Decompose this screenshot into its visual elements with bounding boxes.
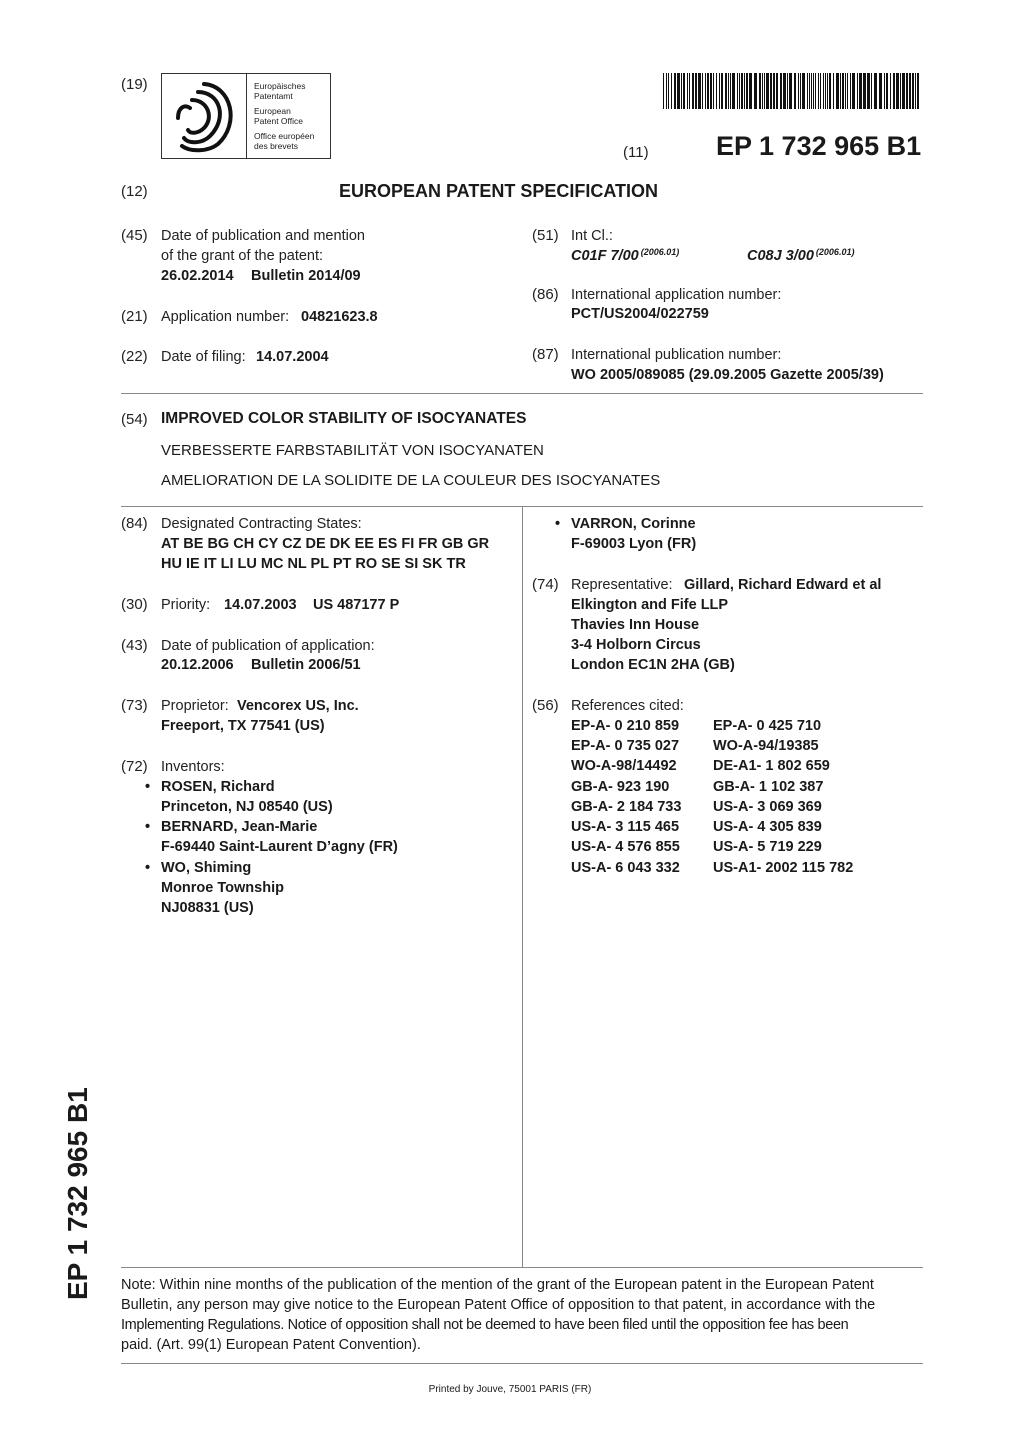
reference-2: EP-A- 0 425 710 [713, 718, 822, 734]
inid-22: (22) [121, 348, 148, 365]
inventor-3-name: • WO, Shiming [161, 860, 251, 876]
divider-3 [121, 1267, 923, 1268]
document-type: EUROPEAN PATENT SPECIFICATION [339, 181, 659, 201]
inventor-4-name: • VARRON, Corinne [571, 516, 696, 532]
inid-21: (21) [121, 308, 148, 325]
inid-87: (87) [532, 346, 559, 363]
note-line-3: Implementing Regulations. Notice of opposition shall not be deemed to have been filed until the opposition fee has been [121, 1317, 849, 1333]
note-line-2: Bulletin, any person may give notice to the European Patent Office of opposition to that patent, in accordance with the [121, 1297, 876, 1313]
inid-51: (51) [532, 227, 559, 244]
grant-date-label-2: of the grant of the patent: [161, 248, 324, 264]
representative-name: Gillard, Richard Edward et al [684, 577, 882, 593]
reference-5: WO-A-98/14492 [571, 758, 677, 774]
grant-date-label-1: Date of publication and mention [161, 228, 365, 244]
logo-separator [246, 74, 247, 158]
intl-application-label: International application number: [571, 287, 782, 303]
inventor-3-address-1: Monroe Township [161, 880, 284, 896]
ipc-class-2-version: (2006.01) [815, 247, 855, 257]
intl-publication-number: WO 2005/089085 (29.09.2005 Gazette 2005/39) [571, 367, 884, 383]
inventor-1-address: Princeton, NJ 08540 (US) [161, 799, 333, 815]
reference-16: US-A1- 2002 115 782 [713, 860, 854, 876]
representative-label: Representative: [571, 577, 673, 593]
proprietor-label: Proprietor: [161, 698, 229, 714]
office-name-en-2: Patent Office [254, 116, 303, 126]
filing-date-label: Date of filing: [161, 349, 246, 365]
priority-date: 14.07.2003 [224, 597, 297, 613]
reference-14: US-A- 5 719 229 [713, 839, 822, 855]
references-label: References cited: [571, 698, 684, 714]
reference-7: GB-A- 923 190 [571, 779, 670, 795]
reference-11: US-A- 3 115 465 [571, 819, 680, 835]
title-de: VERBESSERTE FARBSTABILITÄT VON ISOCYANATEN [161, 442, 544, 459]
priority-label: Priority: [161, 597, 211, 613]
reference-10: US-A- 3 069 369 [713, 799, 822, 815]
inid-73: (73) [121, 697, 148, 714]
reference-6: DE-A1- 1 802 659 [713, 758, 830, 774]
designated-states-line-2: HU IE IT LI LU MC NL PL PT RO SE SI SK TR [161, 556, 466, 572]
representative-address-4: London EC1N 2HA (GB) [571, 657, 735, 673]
application-publication-date: 20.12.2006 [161, 657, 234, 673]
intl-application-number: PCT/US2004/022759 [571, 306, 709, 322]
reference-15: US-A- 6 043 332 [571, 860, 680, 876]
office-name-de-1: Europäisches [254, 81, 306, 91]
barcode-icon [663, 73, 923, 109]
office-name-fr-2: des brevets [254, 141, 298, 151]
representative-address-3: 3-4 Holborn Circus [571, 637, 701, 653]
reference-3: EP-A- 0 735 027 [571, 738, 680, 754]
representative-address-1: Elkington and Fife LLP [571, 597, 729, 613]
note-line-1: Note: Within nine months of the publication of the mention of the grant of the European patent in the European Patent [121, 1277, 874, 1293]
inid-84: (84) [121, 515, 148, 532]
inventor-1-name: • ROSEN, Richard [161, 779, 275, 795]
inid-54: (54) [121, 411, 148, 428]
epo-logo [161, 73, 331, 159]
inid-74: (74) [532, 576, 559, 593]
designated-states-line-1: AT BE BG CH CY CZ DE DK EE ES FI FR GB GR [161, 536, 490, 552]
inventor-4-address: F-69003 Lyon (FR) [571, 536, 697, 552]
application-number-label: Application number: [161, 309, 290, 325]
inid-72: (72) [121, 758, 148, 775]
inid-19: (19) [121, 76, 148, 93]
printer-footer: Printed by Jouve, 75001 PARIS (FR) [428, 1384, 592, 1395]
designated-states-label: Designated Contracting States: [161, 516, 362, 532]
column-divider [522, 506, 523, 1267]
grant-bulletin: Bulletin 2014/09 [251, 268, 361, 284]
filing-date: 14.07.2004 [256, 349, 329, 365]
inventor-3-address-2: NJ08831 (US) [161, 900, 254, 916]
title-en: IMPROVED COLOR STABILITY OF ISOCYANATES [161, 410, 527, 427]
inid-45: (45) [121, 227, 148, 244]
grant-date: 26.02.2014 [161, 268, 234, 284]
ipc-class-1-version: (2006.01) [640, 247, 680, 257]
divider-4 [121, 1363, 923, 1364]
reference-4: WO-A-94/19385 [713, 738, 819, 754]
side-patent-number: EP 1 732 965 B1 [62, 1087, 93, 1300]
patent-number: EP 1 732 965 B1 [716, 131, 922, 161]
proprietor-name: Vencorex US, Inc. [237, 698, 359, 714]
reference-1: EP-A- 0 210 859 [571, 718, 680, 734]
divider-1 [121, 393, 923, 394]
application-number: 04821623.8 [301, 309, 378, 325]
office-name-fr-1: Office européen [254, 131, 315, 141]
ipc-class-2 [747, 247, 854, 264]
priority-number: US 487177 P [313, 597, 400, 613]
inid-86: (86) [532, 286, 559, 303]
application-publication-label: Date of publication of application: [161, 638, 375, 654]
inventor-2-address: F-69440 Saint-Laurent D’agny (FR) [161, 839, 398, 855]
inid-11: (11) [623, 144, 649, 161]
ipc-class-1 [571, 247, 679, 264]
inid-56: (56) [532, 697, 559, 714]
epo-emblem-icon [168, 78, 242, 156]
office-name-de-2: Patentamt [254, 91, 293, 101]
proprietor-address: Freeport, TX 77541 (US) [161, 718, 325, 734]
inid-30: (30) [121, 596, 148, 613]
intl-publication-label: International publication number: [571, 347, 782, 363]
reference-8: GB-A- 1 102 387 [713, 779, 824, 795]
application-publication-bulletin: Bulletin 2006/51 [251, 657, 361, 673]
reference-12: US-A- 4 305 839 [713, 819, 822, 835]
ipc-class-2-code: C08J 3/00 [747, 248, 814, 264]
note-line-4: paid. (Art. 99(1) European Patent Convention). [121, 1337, 421, 1353]
office-name-en-1: European [254, 106, 291, 116]
reference-13: US-A- 4 576 855 [571, 839, 680, 855]
inid-12: (12) [121, 183, 148, 200]
title-fr: AMELIORATION DE LA SOLIDITE DE LA COULEUR DES ISOCYANATES [161, 472, 661, 489]
int-cl-label: Int Cl.: [571, 228, 613, 244]
reference-9: GB-A- 2 184 733 [571, 799, 682, 815]
ipc-class-1-code: C01F 7/00 [571, 248, 639, 264]
inid-43: (43) [121, 637, 148, 654]
inventors-label: Inventors: [161, 759, 225, 775]
inventor-2-name: • BERNARD, Jean-Marie [161, 819, 317, 835]
representative-address-2: Thavies Inn House [571, 617, 700, 633]
